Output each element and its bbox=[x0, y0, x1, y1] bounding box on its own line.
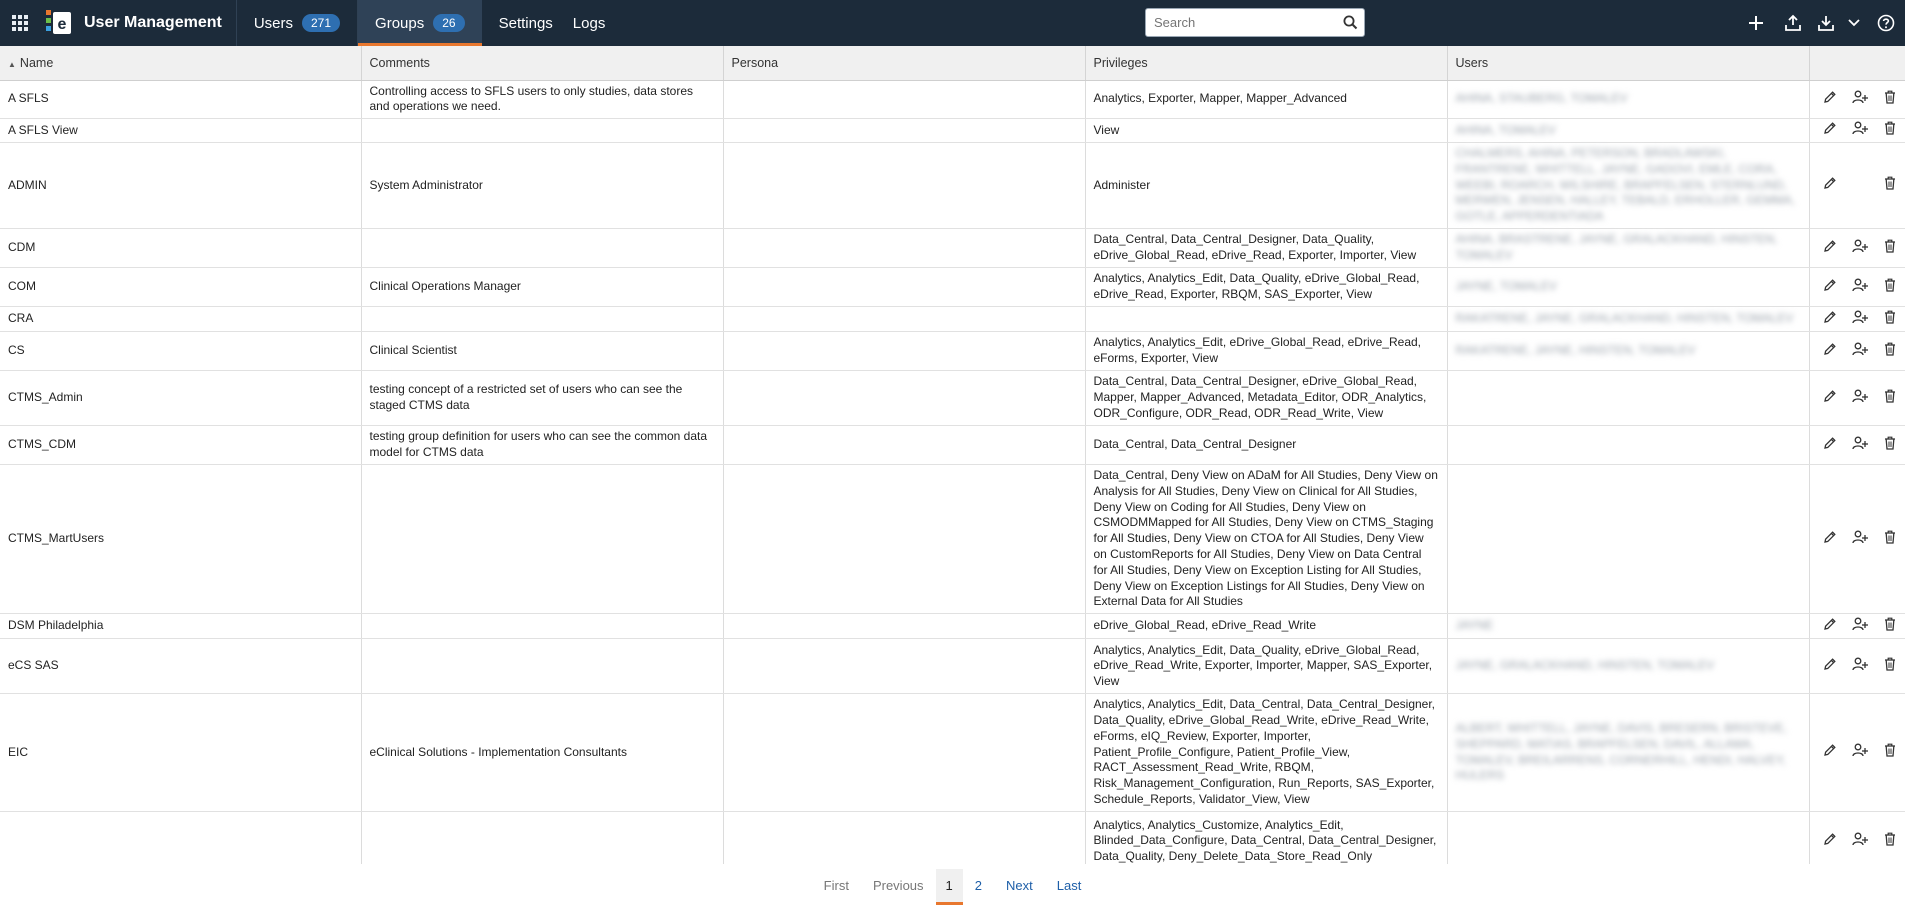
add-user-icon bbox=[1852, 278, 1868, 297]
edit-group-button[interactable] bbox=[1821, 342, 1840, 361]
add-group-button[interactable] bbox=[1737, 0, 1774, 46]
table-row[interactable] bbox=[0, 371, 1905, 426]
first-page-link[interactable]: First bbox=[823, 878, 849, 893]
cell-comments bbox=[361, 614, 723, 639]
trash-icon bbox=[1884, 176, 1896, 195]
cell-persona bbox=[723, 426, 1085, 465]
trash-icon bbox=[1884, 90, 1896, 109]
app-title: User Management bbox=[84, 14, 222, 31]
table-header-row bbox=[0, 46, 1905, 80]
trash-icon bbox=[1884, 310, 1896, 329]
upload-button[interactable] bbox=[1774, 0, 1811, 46]
delete-group-button[interactable] bbox=[1881, 657, 1900, 676]
assign-users-button[interactable] bbox=[1851, 530, 1870, 549]
cell-privileges: eDrive_Global_Read, eDrive_Read_Write bbox=[1085, 614, 1447, 639]
tab-users-label: Users bbox=[253, 14, 293, 32]
search-icon[interactable] bbox=[1336, 15, 1364, 30]
edit-group-button[interactable] bbox=[1821, 617, 1840, 636]
cell-comments: System Administrator bbox=[361, 143, 723, 229]
cell-name: COM bbox=[0, 268, 361, 307]
cell-name: ADMIN bbox=[0, 143, 361, 229]
cell-actions bbox=[1809, 614, 1905, 639]
pencil-icon bbox=[1823, 743, 1837, 762]
cell-persona bbox=[723, 143, 1085, 229]
cell-actions bbox=[1809, 639, 1905, 694]
trash-icon bbox=[1884, 657, 1896, 676]
cell-users: AHINA, TOMALEV bbox=[1447, 119, 1809, 143]
top-bar bbox=[0, 0, 1905, 46]
delete-group-button[interactable] bbox=[1881, 617, 1900, 636]
cell-persona bbox=[723, 268, 1085, 307]
cell-name: EIC bbox=[0, 694, 361, 812]
pencil-icon bbox=[1823, 239, 1837, 258]
help-button[interactable] bbox=[1867, 0, 1905, 46]
cell-comments bbox=[361, 307, 723, 332]
cell-users: JAYNE, TOMALEV bbox=[1447, 268, 1809, 307]
add-user-icon bbox=[1852, 342, 1868, 361]
cell-actions bbox=[1809, 143, 1905, 229]
cell-actions bbox=[1809, 465, 1905, 614]
sort-ascending-icon: ▲ bbox=[8, 59, 16, 69]
cell-persona bbox=[723, 119, 1085, 143]
cell-actions bbox=[1809, 332, 1905, 371]
cell-persona bbox=[723, 639, 1085, 694]
add-user-icon bbox=[1852, 743, 1868, 762]
edit-group-button[interactable] bbox=[1821, 389, 1840, 408]
add-user-icon bbox=[1852, 90, 1868, 109]
table-row[interactable] bbox=[0, 811, 1905, 864]
cell-comments: testing concept of a restricted set of users who can see the staged CTMS data bbox=[361, 371, 723, 426]
column-header-persona[interactable]: Persona bbox=[723, 46, 1085, 80]
pencil-icon bbox=[1823, 121, 1837, 140]
cell-privileges: Data_Central, Deny View on ADaM for All Studies, Deny View on Analysis for All Studies, Deny View on Clinical for All Studies, Deny View on Coding for All Studies, Deny View on CSMODMMapped for All Studies, Deny View on CTMS_Staging for All Studies, Deny View on CTOA for All Studies, Deny View on CustomReports for All Studies, Deny View on Data Central for All Studies, Deny View on Exception Listing for All Studies, Deny View on Exception Listings for All Studies, Deny View on External Data for All Studies bbox=[1085, 465, 1447, 614]
tab-logs[interactable] bbox=[570, 0, 623, 46]
tab-logs-label: Logs bbox=[572, 14, 606, 32]
delete-group-button[interactable] bbox=[1881, 278, 1900, 297]
delete-group-button[interactable] bbox=[1881, 239, 1900, 258]
cell-persona bbox=[723, 811, 1085, 864]
app-logo bbox=[46, 8, 72, 38]
trash-icon bbox=[1884, 239, 1896, 258]
column-header-privileges[interactable]: Privileges bbox=[1085, 46, 1447, 80]
next-page-link[interactable]: Next bbox=[1006, 878, 1033, 893]
add-user-icon bbox=[1852, 657, 1868, 676]
edit-group-button[interactable] bbox=[1821, 121, 1840, 140]
search-box bbox=[1145, 8, 1365, 37]
cell-comments bbox=[361, 465, 723, 614]
add-user-icon bbox=[1852, 832, 1868, 851]
cell-privileges: Analytics, Analytics_Edit, eDrive_Global_Read, eDrive_Read, eForms, Exporter, View bbox=[1085, 332, 1447, 371]
delete-group-button[interactable] bbox=[1881, 436, 1900, 455]
search-input[interactable] bbox=[1146, 9, 1336, 36]
cell-persona bbox=[723, 614, 1085, 639]
users-count-badge: 271 bbox=[302, 14, 340, 32]
table-row[interactable] bbox=[0, 465, 1905, 614]
table-row[interactable] bbox=[0, 143, 1905, 229]
pencil-icon bbox=[1823, 342, 1837, 361]
pencil-icon bbox=[1823, 278, 1837, 297]
table-row[interactable] bbox=[0, 332, 1905, 371]
cell-persona bbox=[723, 307, 1085, 332]
groups-count-badge: 26 bbox=[433, 14, 464, 32]
apps-menu-button[interactable] bbox=[0, 0, 40, 46]
chevron-down-icon bbox=[1848, 19, 1860, 27]
cell-persona bbox=[723, 332, 1085, 371]
pencil-icon bbox=[1823, 530, 1837, 549]
cell-users bbox=[1447, 465, 1809, 614]
cell-users: JAYNE bbox=[1447, 614, 1809, 639]
column-header-comments[interactable]: Comments bbox=[361, 46, 723, 80]
add-user-icon bbox=[1852, 389, 1868, 408]
pencil-icon bbox=[1823, 832, 1837, 851]
cell-name: CTMS_CDM bbox=[0, 426, 361, 465]
cell-privileges: Administer bbox=[1085, 143, 1447, 229]
cell-actions bbox=[1809, 119, 1905, 143]
cell-privileges: Analytics, Exporter, Mapper, Mapper_Advanced bbox=[1085, 80, 1447, 119]
cell-name: eCS SAS bbox=[0, 639, 361, 694]
cell-users: RAKATRENE, JAYNE, GRALACKHAND, HINSTEN, TOMALEV bbox=[1447, 307, 1809, 332]
cell-users: AHINA, STAUBERG, TOMALEV bbox=[1447, 80, 1809, 119]
cell-users: AHINA, BRASTRENE, JAYNE, GRALACKHAND, HINSTEN, TOMALEV bbox=[1447, 229, 1809, 268]
cell-privileges: Data_Central, Data_Central_Designer, eDrive_Global_Read, Mapper, Mapper_Advanced, Metadata_Editor, ODR_Analytics, ODR_Configure, ODR_Read, ODR_Read_Write, View bbox=[1085, 371, 1447, 426]
edit-group-button[interactable] bbox=[1821, 657, 1840, 676]
table-row[interactable] bbox=[0, 307, 1905, 332]
edit-group-button[interactable] bbox=[1821, 239, 1840, 258]
assign-users-button[interactable] bbox=[1851, 617, 1870, 636]
download-icon bbox=[1817, 14, 1835, 32]
pencil-icon bbox=[1823, 657, 1837, 676]
table-row[interactable] bbox=[0, 119, 1905, 143]
trash-icon bbox=[1884, 617, 1896, 636]
delete-group-button[interactable] bbox=[1881, 121, 1900, 140]
cell-persona bbox=[723, 80, 1085, 119]
cell-comments: Controlling access to SFLS users to only studies, data stores and operations we need. bbox=[361, 80, 723, 119]
cell-persona bbox=[723, 465, 1085, 614]
table-row[interactable] bbox=[0, 229, 1905, 268]
trash-icon bbox=[1884, 278, 1896, 297]
page-1-button[interactable]: 1 bbox=[936, 869, 963, 903]
cell-users bbox=[1447, 811, 1809, 864]
table-row[interactable] bbox=[0, 426, 1905, 465]
delete-group-button[interactable] bbox=[1881, 90, 1900, 109]
download-button[interactable] bbox=[1811, 0, 1841, 46]
column-header-users[interactable]: Users bbox=[1447, 46, 1809, 80]
cell-privileges: Analytics, Analytics_Edit, Data_Quality, eDrive_Global_Read, eDrive_Read, Exporter, RBQM, SAS_Exporter, View bbox=[1085, 268, 1447, 307]
trash-icon bbox=[1884, 743, 1896, 762]
pencil-icon bbox=[1823, 310, 1837, 329]
edit-group-button[interactable] bbox=[1821, 278, 1840, 297]
cell-comments bbox=[361, 229, 723, 268]
cell-name: CDM bbox=[0, 229, 361, 268]
cell-privileges bbox=[1085, 307, 1447, 332]
cell-persona bbox=[723, 371, 1085, 426]
tab-settings-label: Settings bbox=[498, 14, 553, 32]
cell-comments bbox=[361, 639, 723, 694]
delete-group-button[interactable] bbox=[1881, 176, 1900, 195]
assign-users-button[interactable] bbox=[1851, 389, 1870, 408]
trash-icon bbox=[1884, 389, 1896, 408]
assign-users-button[interactable] bbox=[1851, 278, 1870, 297]
cell-comments: Clinical Operations Manager bbox=[361, 268, 723, 307]
cell-name: DSM Philadelphia bbox=[0, 614, 361, 639]
trash-icon bbox=[1884, 342, 1896, 361]
assign-users-button[interactable] bbox=[1851, 832, 1870, 851]
page-2-button[interactable]: 2 bbox=[974, 878, 982, 893]
help-icon bbox=[1877, 14, 1895, 32]
column-header-name[interactable]: ▲ Name bbox=[0, 46, 361, 80]
trash-icon bbox=[1884, 436, 1896, 455]
edit-group-button[interactable] bbox=[1821, 90, 1840, 109]
add-user-icon bbox=[1852, 121, 1868, 140]
add-user-icon bbox=[1852, 530, 1868, 549]
cell-privileges: Data_Central, Data_Central_Designer, Data_Quality, eDrive_Global_Read, eDrive_Read, Exporter, Importer, View bbox=[1085, 229, 1447, 268]
cell-users bbox=[1447, 426, 1809, 465]
cell-name bbox=[0, 811, 361, 864]
cell-actions bbox=[1809, 694, 1905, 812]
cell-name: CTMS_Admin bbox=[0, 371, 361, 426]
cell-name: CS bbox=[0, 332, 361, 371]
assign-users-button[interactable] bbox=[1851, 743, 1870, 762]
cell-comments bbox=[361, 119, 723, 143]
cell-users: CHALMERS, AHINA, PETERSON, BRADLAWSKI, FRANTRENE, WHITTELL, JAYNE, GADOVI, EMLE, CORA, WEEBI, ROARCH, WILSHIRE, BRAPFELSEN, STERNLUND, MERWEN, JENSEN, HALLEY, TEBALD, ERHOLLER, GEMMA, GOTLE, APPERDENTIADA bbox=[1447, 143, 1809, 229]
pencil-icon bbox=[1823, 617, 1837, 636]
cell-users bbox=[1447, 371, 1809, 426]
edit-group-button[interactable] bbox=[1821, 436, 1840, 455]
edit-group-button[interactable] bbox=[1821, 743, 1840, 762]
add-user-icon bbox=[1852, 436, 1868, 455]
last-page-link[interactable]: Last bbox=[1056, 878, 1082, 893]
groups-table bbox=[0, 46, 1905, 864]
cell-actions bbox=[1809, 80, 1905, 119]
cell-actions bbox=[1809, 426, 1905, 465]
table-row[interactable] bbox=[0, 268, 1905, 307]
edit-group-button[interactable] bbox=[1821, 832, 1840, 851]
trash-icon bbox=[1884, 530, 1896, 549]
delete-group-button[interactable] bbox=[1881, 743, 1900, 762]
cell-privileges: Analytics, Analytics_Customize, Analytics_Edit, Blinded_Data_Configure, Data_Central, Data_Central_Designer, Data_Quality, Deny_Delete_Data_Store_Read_Only bbox=[1085, 811, 1447, 864]
previous-page-link[interactable]: Previous bbox=[872, 878, 924, 893]
edit-group-button[interactable] bbox=[1821, 310, 1840, 329]
delete-group-button[interactable] bbox=[1881, 530, 1900, 549]
cell-actions bbox=[1809, 371, 1905, 426]
tab-users[interactable] bbox=[237, 0, 357, 46]
table-row[interactable] bbox=[0, 694, 1905, 812]
cell-actions bbox=[1809, 811, 1905, 864]
svg-text:e: e bbox=[57, 16, 67, 33]
cell-users: ALBERT, WHITTELL, JAYNE, DAVIS, BRESERN, BRISTEVE, SHEPPARD, MATIAS, BRAPFELSEN, DAVIL, ALLAMA, TOMALEV, BREILARRENS, CORNERHILL, HENDI, HALVEY, HULERS bbox=[1447, 694, 1809, 812]
assign-users-button[interactable] bbox=[1851, 657, 1870, 676]
cell-name: A SFLS bbox=[0, 80, 361, 119]
cell-name: A SFLS View bbox=[0, 119, 361, 143]
assign-users-button[interactable] bbox=[1851, 436, 1870, 455]
cell-actions bbox=[1809, 229, 1905, 268]
trash-icon bbox=[1884, 832, 1896, 851]
pencil-icon bbox=[1823, 436, 1837, 455]
pencil-icon bbox=[1823, 90, 1837, 109]
cell-persona bbox=[723, 694, 1085, 812]
cell-privileges: Analytics, Analytics_Edit, Data_Quality, eDrive_Global_Read, eDrive_Read_Write, Exporter, Importer, Mapper, SAS_Exporter, View bbox=[1085, 639, 1447, 694]
table-row[interactable] bbox=[0, 639, 1905, 694]
add-user-icon bbox=[1852, 239, 1868, 258]
cell-users: JAYNE, GRALACKHAND, HINSTEN, TOMALEV bbox=[1447, 639, 1809, 694]
edit-group-button[interactable] bbox=[1821, 530, 1840, 549]
edit-group-button[interactable] bbox=[1821, 176, 1840, 195]
upload-icon bbox=[1784, 14, 1802, 32]
table-body bbox=[0, 80, 1905, 864]
delete-group-button[interactable] bbox=[1881, 342, 1900, 361]
cell-comments: eClinical Solutions - Implementation Consultants bbox=[361, 694, 723, 812]
cell-actions bbox=[1809, 268, 1905, 307]
cell-persona bbox=[723, 229, 1085, 268]
grid-icon bbox=[12, 15, 28, 31]
cell-actions bbox=[1809, 307, 1905, 332]
add-user-icon bbox=[1852, 617, 1868, 636]
add-user-icon bbox=[1852, 310, 1868, 329]
cell-comments bbox=[361, 811, 723, 864]
cell-users: RAKATRENE, JAYNE, HINSTEN, TOMALEV bbox=[1447, 332, 1809, 371]
tab-groups[interactable] bbox=[358, 0, 482, 46]
table-row[interactable] bbox=[0, 80, 1905, 119]
tab-groups-label: Groups bbox=[375, 14, 425, 32]
assign-users-button[interactable] bbox=[1851, 310, 1870, 329]
delete-group-button[interactable] bbox=[1881, 310, 1900, 329]
table-row[interactable] bbox=[0, 614, 1905, 639]
assign-users-button[interactable] bbox=[1851, 239, 1870, 258]
pencil-icon bbox=[1823, 176, 1837, 195]
cell-comments: Clinical Scientist bbox=[361, 332, 723, 371]
download-menu-button[interactable] bbox=[1841, 0, 1867, 46]
cell-privileges: Data_Central, Data_Central_Designer bbox=[1085, 426, 1447, 465]
pencil-icon bbox=[1823, 389, 1837, 408]
cell-comments: testing group definition for users who can see the common data model for CTMS data bbox=[361, 426, 723, 465]
delete-group-button[interactable] bbox=[1881, 389, 1900, 408]
plus-icon bbox=[1748, 15, 1764, 31]
trash-icon bbox=[1884, 121, 1896, 140]
cell-privileges: View bbox=[1085, 119, 1447, 143]
top-actions bbox=[1737, 0, 1905, 46]
assign-users-button[interactable] bbox=[1851, 121, 1870, 140]
delete-group-button[interactable] bbox=[1881, 832, 1900, 851]
column-header-actions bbox=[1809, 46, 1905, 80]
tab-settings[interactable] bbox=[482, 0, 570, 46]
assign-users-button[interactable] bbox=[1851, 90, 1870, 109]
cell-name: CRA bbox=[0, 307, 361, 332]
pagination bbox=[0, 864, 1905, 907]
cell-name: CTMS_MartUsers bbox=[0, 465, 361, 614]
cell-privileges: Analytics, Analytics_Edit, Data_Central, Data_Central_Designer, Data_Quality, eDrive_Global_Read_Write, eDrive_Read_Write, eForms, eIQ_Review, Exporter, Importer, Patient_Profile_Configure, Patient_Profile_View, RACT_Assessment_Read_Write, RBQM, Risk_Management_Configuration, Run_Reports, SAS_Exporter, Schedule_Reports, Validator_View, View bbox=[1085, 694, 1447, 812]
assign-users-button[interactable] bbox=[1851, 342, 1870, 361]
